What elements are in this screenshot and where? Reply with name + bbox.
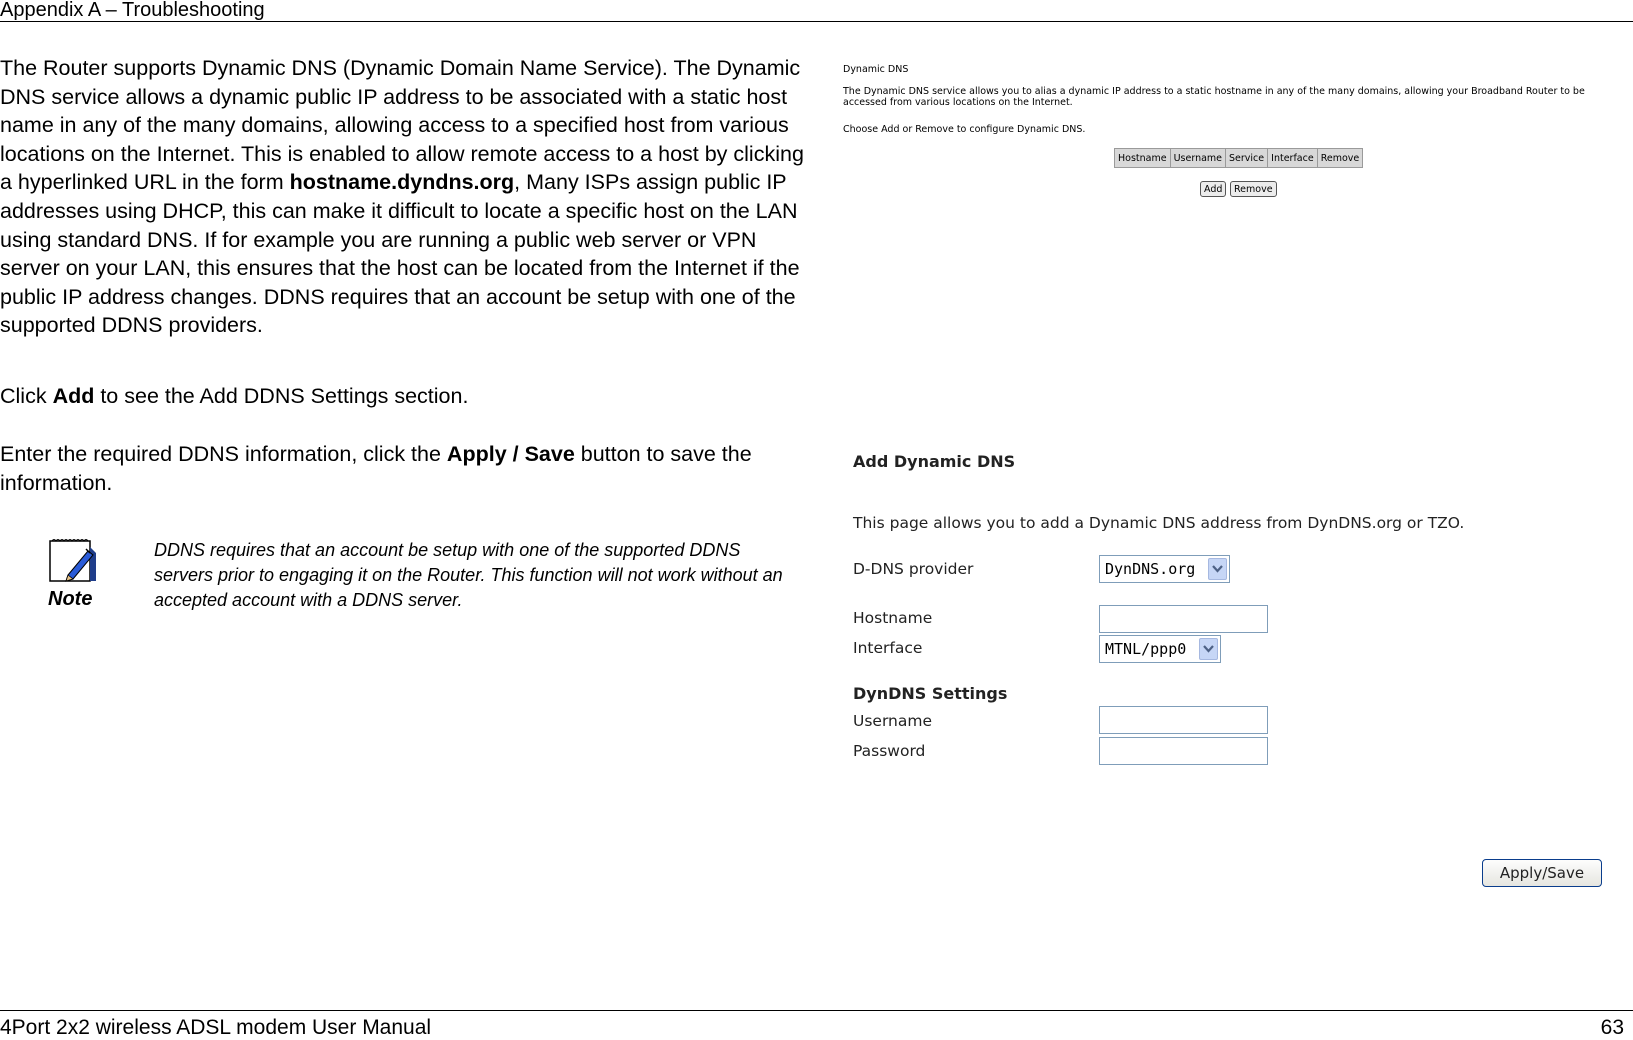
column-username: Username bbox=[1170, 149, 1225, 168]
ddns-provider-select[interactable] bbox=[1099, 555, 1230, 583]
click-add-text-2: to see the Add DDNS Settings section. bbox=[94, 384, 469, 408]
apply-text-2: button to save the information. bbox=[0, 442, 752, 495]
dynamic-dns-description: The Dynamic DNS service allows you to alias a dynamic IP address to a static hostname in any of the many domains, allowing your Broadband Router to be accessed from various locations on the Internet. bbox=[843, 86, 1585, 108]
ddns-provider-label: D-DNS provider bbox=[853, 560, 974, 578]
remove-button[interactable]: Remove bbox=[1230, 181, 1277, 197]
dyndns-settings-heading: DynDNS Settings bbox=[853, 684, 1008, 703]
page-number: 63 bbox=[1600, 1016, 1624, 1039]
add-dynamic-dns-description: This page allows you to add a Dynamic DNS address from DynDNS.org or TZO. bbox=[853, 514, 1465, 532]
interface-label: Interface bbox=[853, 639, 923, 657]
note-text: DDNS requires that an account be setup with one of the supported DDNS servers prior to engaging it on the Router. This function will not work without an accepted account with a DDNS server. bbox=[154, 540, 783, 610]
intro-paragraph bbox=[0, 54, 820, 340]
username-label: Username bbox=[853, 712, 933, 730]
column-remove: Remove bbox=[1317, 149, 1363, 168]
hostname-input[interactable] bbox=[1099, 605, 1268, 633]
ddns-table-header-row bbox=[1115, 149, 1363, 168]
dynamic-dns-instruction: Choose Add or Remove to configure Dynamic DNS. bbox=[843, 124, 1086, 135]
ddns-table bbox=[1114, 148, 1363, 168]
username-input[interactable] bbox=[1099, 706, 1268, 734]
interface-select[interactable] bbox=[1099, 635, 1221, 663]
column-interface: Interface bbox=[1268, 149, 1318, 168]
footer-manual-title: 4Port 2x2 wireless ADSL modem User Manual bbox=[0, 1016, 432, 1039]
password-input[interactable] bbox=[1099, 737, 1268, 765]
chevron-down-icon[interactable] bbox=[1208, 558, 1227, 580]
apply-save-keyword: Apply / Save bbox=[446, 442, 575, 466]
dynamic-dns-title: Dynamic DNS bbox=[843, 64, 909, 75]
hostname-label: Hostname bbox=[853, 609, 933, 627]
page-footer-rule bbox=[0, 1010, 1633, 1011]
ddns-provider-value: DynDNS.org bbox=[1105, 560, 1196, 578]
add-keyword: Add bbox=[52, 384, 95, 408]
password-label: Password bbox=[853, 742, 926, 760]
note-pad-pencil-icon bbox=[48, 537, 100, 585]
column-service: Service bbox=[1226, 149, 1268, 168]
apply-save-button[interactable]: Apply/Save bbox=[1482, 859, 1602, 887]
click-add-paragraph bbox=[0, 382, 820, 411]
add-dynamic-dns-title: Add Dynamic DNS bbox=[853, 452, 1016, 471]
click-add-text-1: Click bbox=[0, 384, 53, 408]
hostname-example: hostname.dyndns.org bbox=[289, 170, 515, 195]
interface-value: MTNL/ppp0 bbox=[1105, 640, 1187, 658]
apply-text-1: Enter the required DDNS information, click the bbox=[0, 442, 447, 466]
apply-save-paragraph bbox=[0, 440, 800, 497]
chevron-down-icon[interactable] bbox=[1199, 638, 1218, 660]
header-title: Appendix A – Troubleshooting bbox=[0, 0, 265, 21]
note-label: Note bbox=[48, 588, 93, 610]
column-hostname: Hostname bbox=[1115, 149, 1171, 168]
add-button[interactable]: Add bbox=[1200, 181, 1226, 197]
intro-text-1: The Router supports Dynamic DNS (Dynamic Domain Name Service). The Dynamic DNS service allows a dynamic public IP address to be associated with a static host name in any of the many domains, allowing access to a specified host from various locations on the Internet. This is enabled to allow remote access to a host by clicking a hyperlinked URL in the form bbox=[0, 56, 804, 195]
intro-text-2: , Many ISPs assign public IP addresses using DHCP, this can make it difficult to locate a specific host on the LAN using standard DNS. If for example you are running a public web server or VPN server on your LAN, this ensures that the host can be located from the Internet if the public IP address changes. DDNS requires that an account be setup with one of the supported DDNS providers. bbox=[0, 170, 800, 338]
